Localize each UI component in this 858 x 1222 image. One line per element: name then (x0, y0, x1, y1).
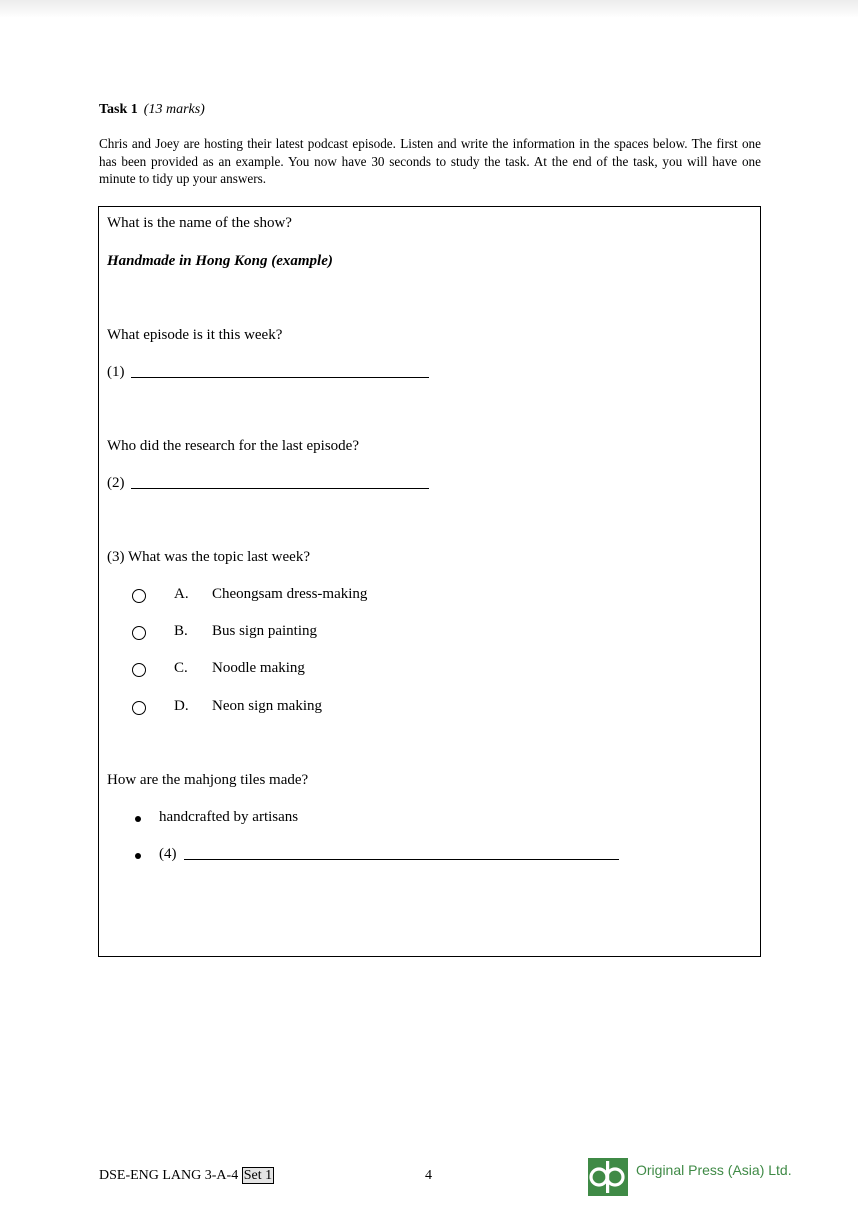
bullet-dot-2 (135, 853, 141, 859)
radio-option-d[interactable] (132, 701, 146, 715)
task-title: Task 1 (99, 102, 138, 117)
answer-line-4[interactable] (184, 859, 619, 860)
option-text-a: Cheongsam dress-making (212, 586, 368, 602)
answer-label-4: (4) (159, 846, 177, 862)
answer-label-1: (1) (107, 364, 125, 380)
page-number: 4 (425, 1168, 432, 1183)
question-research: Who did the research for the last episode? (107, 438, 359, 454)
footer-paper-code (99, 1168, 274, 1184)
question-show-name: What is the name of the show? (107, 215, 292, 231)
bullet-dot-1 (135, 816, 141, 822)
option-text-c: Noodle making (212, 660, 305, 676)
question-mahjong: How are the mahjong tiles made? (107, 772, 309, 788)
example-answer: Handmade in Hong Kong (example) (107, 253, 333, 269)
page-top-shadow (0, 0, 858, 18)
radio-option-b[interactable] (132, 626, 146, 640)
option-text-b: Bus sign painting (212, 623, 318, 639)
option-letter-a: A. (174, 586, 189, 602)
answer-box (98, 206, 761, 957)
task-marks: (13 marks) (143, 102, 205, 117)
answer-line-2[interactable] (131, 488, 429, 489)
set-badge: Set 1 (243, 1168, 273, 1183)
option-letter-d: D. (174, 698, 189, 714)
radio-option-a[interactable] (132, 589, 146, 603)
option-letter-b: B. (174, 623, 188, 639)
paper-code: DSE-ENG LANG 3-A-4 (99, 1168, 239, 1183)
question-episode: What episode is it this week? (107, 327, 283, 343)
option-letter-c: C. (174, 660, 188, 676)
task-heading (99, 102, 205, 118)
question-topic: (3) What was the topic last week? (107, 549, 310, 565)
task-instructions: Chris and Joey are hosting their latest podcast episode. Listen and write the information in the spaces below. The first one has been provided as an example. You now have 30 seconds to study the task. At the end of the task, you will have one minute to tidy up your answers. (99, 136, 761, 186)
publisher-logo-icon (588, 1158, 628, 1196)
publisher-name: Original Press (Asia) Ltd. (636, 1162, 792, 1178)
bullet-text-1: handcrafted by artisans (159, 809, 299, 825)
option-text-d: Neon sign making (212, 698, 322, 714)
radio-option-c[interactable] (132, 663, 146, 677)
answer-label-2: (2) (107, 475, 125, 491)
answer-line-1[interactable] (131, 377, 429, 378)
